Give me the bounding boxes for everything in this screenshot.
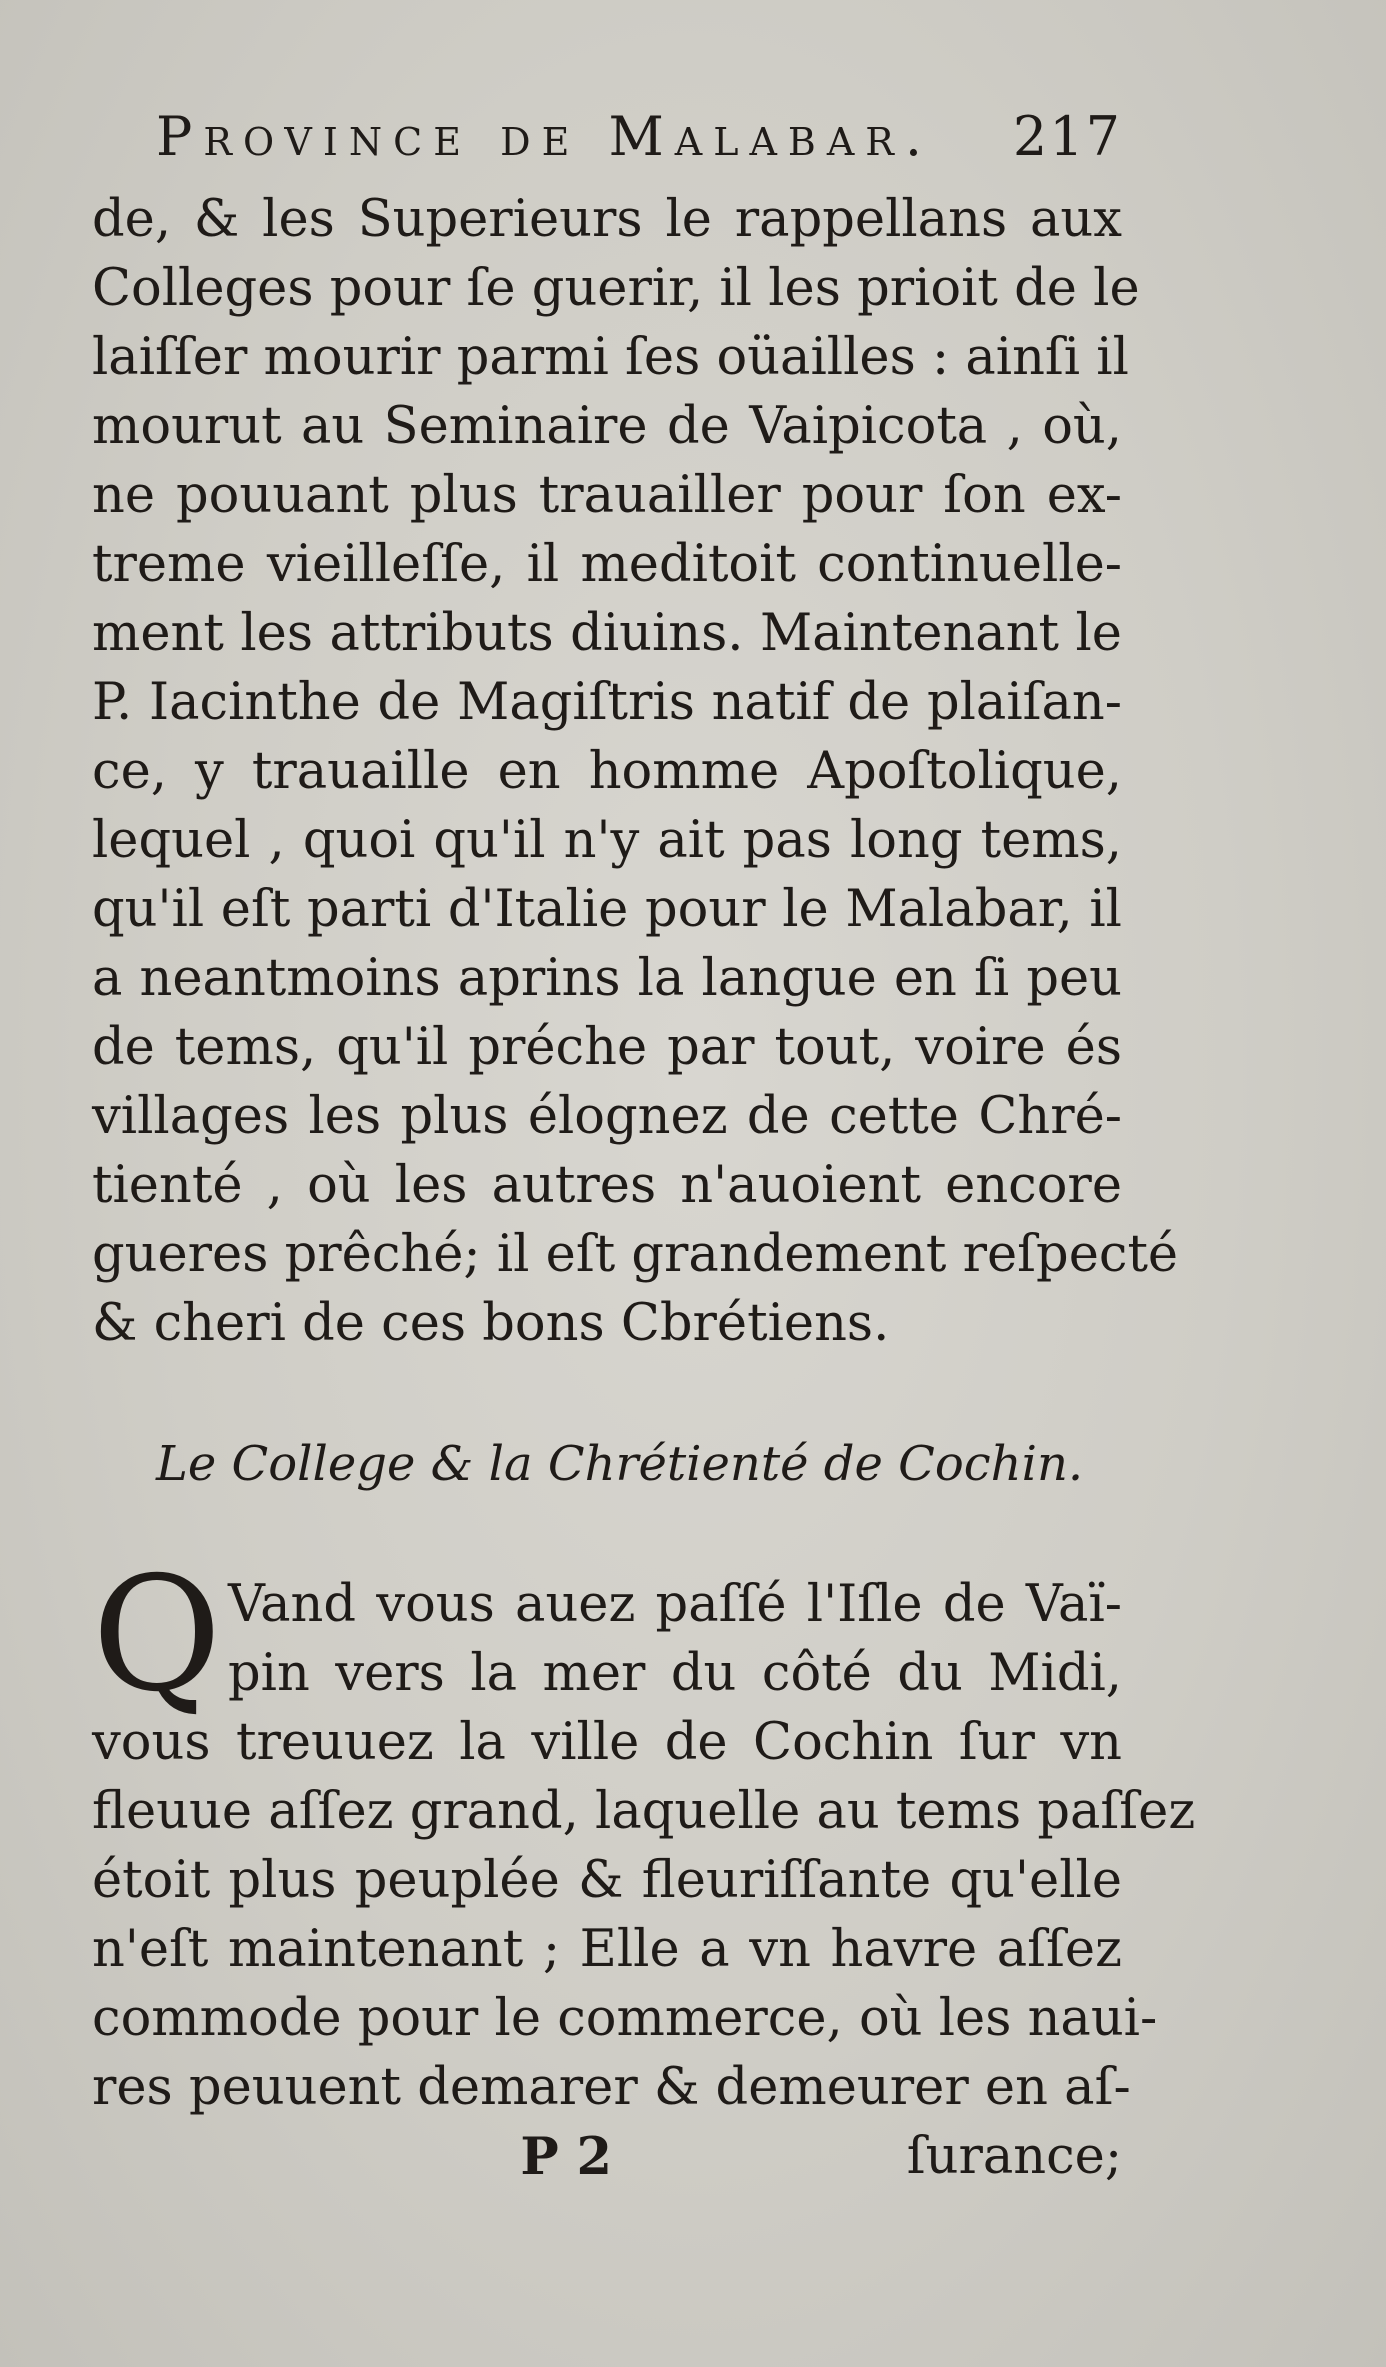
text-line: pin vers la mer du côté du Midi, [228,1644,1122,1703]
text-line: étoit plus peuplée & fleuriſſante qu'elle [92,1851,1122,1910]
text-line: & cheri de ces bons Cbrétiens. [92,1294,890,1353]
text-line: a neantmoins aprins la langue en ſi peu [92,949,1122,1008]
text-line: qu'il eſt parti d'Italie pour le Malabar, il [92,880,1122,939]
section-heading: Le College & la Chrétienté de Cochin. [156,1436,1084,1492]
text-line: P. Iacinthe de Magiſtris natif de plaiſan- [92,673,1122,732]
text-line: res peuuent demarer & demeurer en aſ- [92,2058,1131,2117]
drop-cap-lines [228,1570,1122,1708]
text-line: lequel , quoi qu'il n'y ait pas long tems, [92,811,1122,870]
text-line: ne pouuant plus trauailler pour ſon ex- [92,466,1122,525]
text-line: Colleges pour ſe guerir, il les prioit de le [92,259,1140,318]
drop-cap: Q [92,1543,222,1727]
page-footer [92,2122,1122,2192]
drop-cap-row [92,1543,1122,1727]
text-line: n'eſt maintenant ; Elle a vn havre aſſez [92,1920,1122,1979]
text-line: treme vieilleſſe, il meditoit continuelle- [92,535,1122,594]
text-line: commode pour le commerce, où les naui- [92,1989,1158,2048]
text-line: vous treuuez la ville de Cochin ſur vn [92,1713,1122,1772]
text-line: ment les attributs diuins. Maintenant le [92,604,1122,663]
text-line: de, & les Superieurs le rappellans aux [92,190,1122,249]
running-head [92,105,1122,185]
text-line: ce, y trauaille en homme Apoſtolique, [92,742,1122,801]
paragraph-jacinthe [92,185,1179,1358]
text-line: fleuue aſſez grand, laquelle au tems paſſez [92,1782,1196,1841]
signature-mark: P 2 [520,2127,612,2187]
text-line: laiſſer mourir parmi ſes oüailles : ainſi il [92,328,1129,387]
text-line: gueres prêché; il eſt grandement reſpecté [92,1225,1179,1284]
text-line: tienté , où les autres n'auoient encore [92,1156,1122,1215]
page-text [92,105,1196,2192]
catchword: ſurance; [906,2127,1122,2186]
paragraph-cochin [92,1543,1196,2122]
running-title: Province de Malabar. [156,105,934,168]
page-number: 217 [1012,105,1122,168]
text-line: villages les plus élognez de cette Chré- [92,1087,1122,1146]
text-line: Vand vous auez paſſé l'Iſle de Vaï- [228,1575,1122,1634]
text-line: de tems, qu'il préche par tout, voire és [92,1018,1122,1077]
text-line: mourut au Seminaire de Vaipicota , où, [92,397,1122,456]
